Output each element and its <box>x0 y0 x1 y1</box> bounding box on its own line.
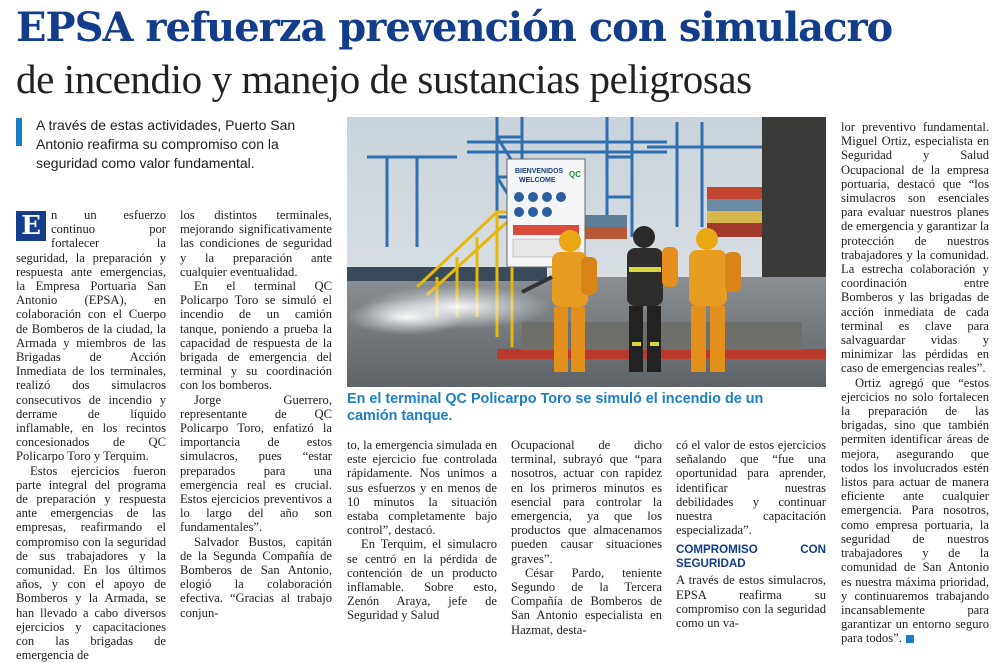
article-column-1 <box>16 208 166 663</box>
article-column-4 <box>511 438 662 637</box>
article-paragraph: có el valor de estos ejercicios señalando que “fue una oportunidad para aprender, identificar nuestras debilidades y continuar nuestra capacitación especializada”. <box>676 438 826 538</box>
paragraph-text: n un esfuerzo continuo por fortalecer la seguridad, la preparación y respuesta ante emergencias, la Empresa Portuaria San Antonio (EPSA), en colaboración con el Cuerpo de Bomberos de la ciudad, la Armada y miembros de las Brigadas de Acción Inmediata de los terminales, realizó dos simulacros consecutivos de incendio y derrame de líquido inflamable, en los recintos concesionados de QC Policarpo Toro y Terquim. <box>16 208 166 464</box>
end-mark <box>906 635 914 643</box>
article-column-3 <box>347 438 497 623</box>
section-subhead: COMPROMISO CON SEGURIDAD <box>676 543 826 571</box>
sign-text-1: BIENVENIDOS <box>515 168 564 175</box>
news-photo <box>347 117 826 387</box>
article-paragraph: A través de estos simulacros, EPSA reafirma su compromiso con la seguridad como un va- <box>676 573 826 631</box>
article-paragraph: Ocupacional de dicho terminal, subrayó que “para nosotros, actuar con rapidez en los primeros minutos es esencial para controlar la emergencia, ya que los productos que almacenamos pueden causar situaciones graves”. <box>511 438 662 566</box>
article-column-5 <box>676 438 826 630</box>
article-paragraph: lor preventivo fundamental. Miguel Ortiz, especialista en Seguridad y Salud Ocupacional de la empresa portuaria, destacó que “los simulacros son esenciales para evaluar nuestros planes de emergencia y garantizar la protección de nuestros trabajadores y la comunidad. La estrecha colaboración y coordinación entre Bomberos y las brigadas de acción inmediata de cada terminal es clave para salvaguardar vidas y minimizar las pérdidas en caso de emergencias reales”. <box>841 120 990 376</box>
article-paragraph: Estos ejercicios fueron parte integral del programa de preparación y respuesta ante emergencias de las empresas, reafirmando el compromiso con la seguridad de sus trabajadores y la comunidad. En los últimos años, y con el apoyo de Bomberos y la Armada, se han llevado a cabo diversos ejercicios y capacitaciones con las brigadas de emergencia de <box>16 463 166 663</box>
article-column-6 <box>841 120 989 646</box>
article-paragraph: to, la emergencia simulada en este ejercicio fue controlada rápidamente. Nos unimos a sus esfuerzos y en menos de 10 minutos la situación estaba completamente bajo control”, destacó. <box>347 438 497 538</box>
article-paragraph: César Pardo, teniente Segundo de la Tercera Compañía de Bomberos de San Antonio especialista en Hazmat, desta- <box>511 565 662 637</box>
headline-line-1: EPSA refuerza prevención con simulacro <box>16 4 893 51</box>
firefighters-drill-photo <box>347 117 826 387</box>
sign-logo: QC <box>569 170 581 179</box>
lead-accent-bar <box>16 118 22 146</box>
paragraph-text: Ortiz agregó que “estos ejercicios no solo fortalecen la preparación de las brigadas, sino que también permiten identificar áreas de mejora, asegurando que todos los involucrados estén listos para actuar de manera eficiente ante cualquier emergencia. Para nosotros, como empresa portuaria, la seguridad de nuestros trabajadores y de la comunidad de San Antonio es nuestra máxima prioridad, y continuaremos trabajando incansablemente para garantizar un entorno seguro para todos”. <box>841 375 989 646</box>
article-column-2 <box>180 208 332 620</box>
photo-caption: En el terminal QC Policarpo Toro se simuló el incendio de un camión tanque. <box>347 391 764 424</box>
article-paragraph: los distintos terminales, mejorando significativamente las condiciones de seguridad y la preparación ante cualquier eventualidad. <box>180 208 332 279</box>
article-paragraph <box>16 208 166 464</box>
article-paragraph: En el terminal QC Policarpo Toro se simuló el incendio de un camión tanque, poniendo a prueba la capacidad de respuesta de la brigada de emergencia del terminal y su coordinación con los bomberos. <box>180 279 332 393</box>
article-paragraph: En Terquim, el simulacro se centró en la pérdida de contención de un producto inflamable. Sobre esto, Zenón Araya, jefe de Seguridad y Salud <box>347 537 497 623</box>
drop-cap: E <box>16 211 46 241</box>
sign-text-2: WELCOME <box>519 177 556 184</box>
lead-paragraph: A través de estas actividades, Puerto San Antonio reafirma su compromiso con la seguridad como valor fundamental. <box>36 117 296 171</box>
article-paragraph: Salvador Bustos, capitán de la Segunda Compañía de Bomberos de San Antonio, elogió la colaboración efectiva. “Gracias al trabajo conjun- <box>180 534 332 620</box>
article-paragraph <box>841 376 989 646</box>
article-paragraph: Jorge Guerrero, representante de QC Policarpo Toro, enfatizó la importancia de estos simulacros, pues “estar preparados para una emergencia real es crucial. Estos ejercicios preventivos a lo largo del año son fundamentales”. <box>180 392 332 535</box>
headline-line-2: de incendio y manejo de sustancias peligrosas <box>16 56 752 102</box>
